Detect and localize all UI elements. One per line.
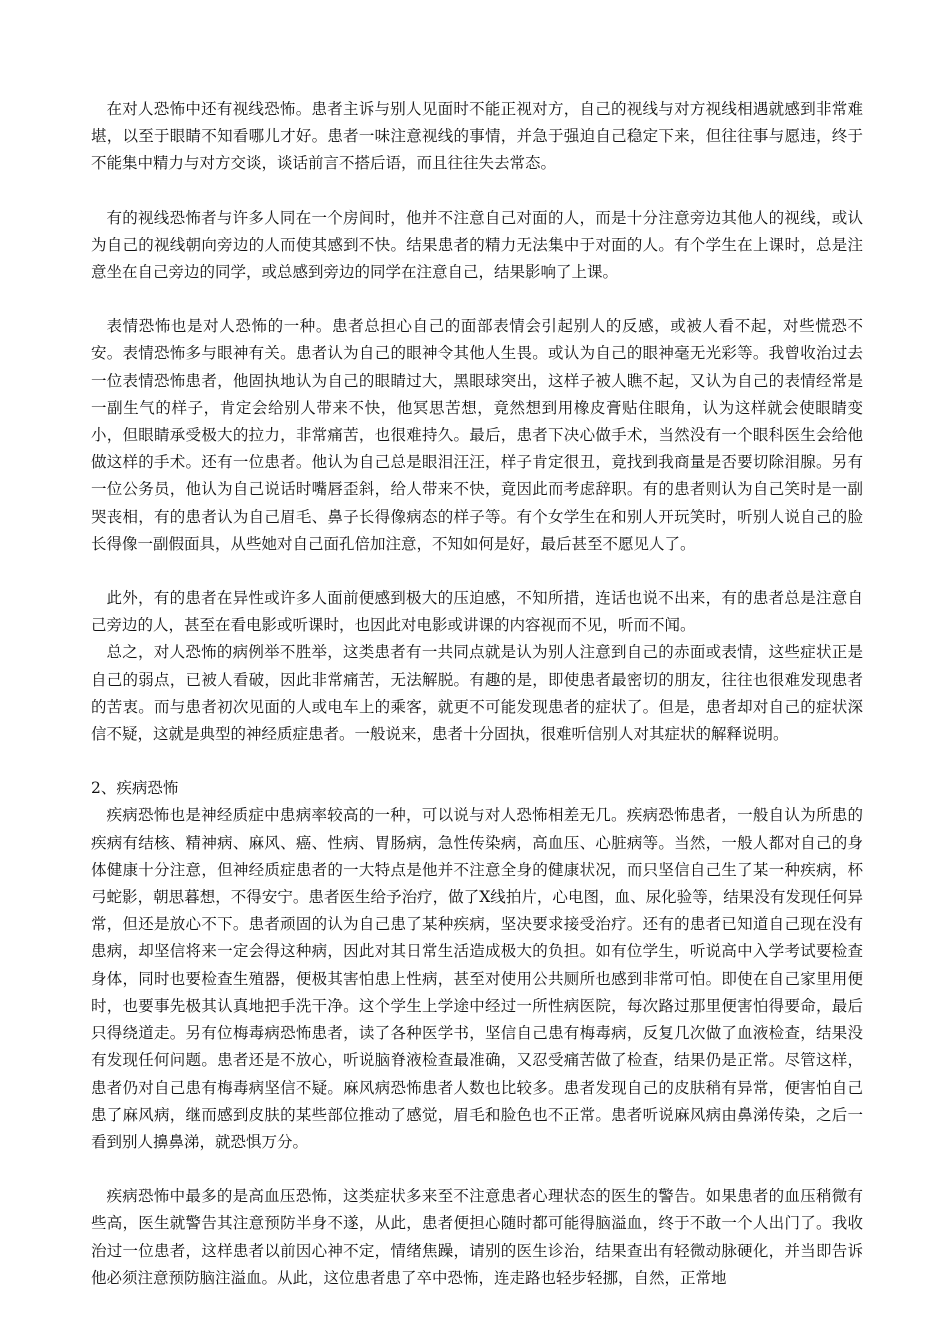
document-body xyxy=(91,96,863,1292)
paragraph-summary: 总之，对人恐怖的病例举不胜举，这类患者有一共同点就是认为别人注意到自己的赤面或表情，这些症状正是自己的弱点，已被人看破，因此非常痛苦，无法解脱。有趣的是，即使患者最密切的朋友，往往也很难发现患者的苦衷。而与患者初次见面的人或电车上的乘客，就更不可能发现患者的症状了。但是，患者却对自己的症状深信不疑，这就是典型的神经质症患者。一般说来，患者十分固执，很难听信别人对其症状的解释说明。 xyxy=(91,643,863,744)
paragraph-spacer xyxy=(91,748,863,775)
paragraph-expression-phobia: 表情恐怖也是对人恐怖的一种。患者总担心自己的面部表情会引起别人的反感，或被人看不起，对些慌恐不安。表情恐怖多与眼神有关。患者认为自己的眼神令其他人生畏。或认为自己的眼神毫无光彩等。我曾收治过去一位表情恐怖患者，他固执地认为自己的眼睛过大，黑眼球突出，这样子被人瞧不起，又认为自己的表情经常是一副生气的样子，肯定会给别人带来不快，他冥思苦想，竟然想到用橡皮膏贴住眼角，认为这样就会使眼睛变小，但眼睛承受极大的拉力，非常痛苦，也很难持久。最后，患者下决心做手术，当然没有一个眼科医生会给他做这样的手术。还有一位患者。他认为自己总是眼泪汪汪，样子肯定很丑，竟找到我商量是否要切除泪腺。另有一位公务员，他认为自己说话时嘴唇歪斜，给人带来不快，竟因此而考虑辞职。有的患者则认为自己笑时是一副哭丧相，有的患者认为自己眉毛、鼻子长得像病态的样子等。有个女学生在和别人开玩笑时，听别人说自己的脸长得像一副假面具，从些她对自己面孔倍加注意，不知如何是好，最后甚至不愿见人了。 xyxy=(91,317,863,553)
paragraph-gaze-phobia: 在对人恐怖中还有视线恐怖。患者主诉与别人见面时不能正视对方，自己的视线与对方视线相遇就感到非常难堪，以至于眼睛不知看哪儿才好。患者一味注意视线的事情，并急于强迫自己稳定下来，但往往事与愿违，终于不能集中精力与对方交谈，谈话前言不搭后语，而且往往失去常态。 xyxy=(91,100,863,173)
paragraph-hypertension-phobia: 疾病恐怖中最多的是高血压恐怖，这类症状多来至不注意患者心理状态的医生的警告。如果患者的血压稍微有些高，医生就警告其注意预防半身不遂，从此，患者便担心随时都可能得脑溢血，终于不敢一个人出门了。我收治过一位患者，这样患者以前因心神不定，情绪焦躁，请别的医生诊治，结果查出有轻微动脉硬化，并当即告诉他必须注意预防脑注溢血。从此，这位患者患了卒中恐怖，连走路也轻步轻挪，自然，正常地 xyxy=(91,1187,863,1287)
paragraph-opposite-sex-pressure: 此外，有的患者在异性或许多人面前便感到极大的压迫感，不知所措，连话也说不出来，有的患者总是注意自己旁边的人，甚至在看电影或听课时，也因此对电影或讲课的内容视而不见，听而不闻。 xyxy=(91,589,863,635)
paragraph-spacer xyxy=(91,558,863,585)
paragraph-spacer xyxy=(91,286,863,313)
paragraph-spacer xyxy=(91,1156,863,1183)
paragraph-spacer xyxy=(91,178,863,205)
section-heading-disease-phobia: 2、疾病恐怖 xyxy=(91,779,179,798)
paragraph-disease-phobia: 疾病恐怖也是神经质症中患病率较高的一种，可以说与对人恐怖相差无几。疾病恐怖患者，一般自认为所患的疾病有结核、精神病、麻风、癌、性病、胃肠病，急性传染病，高血压、心脏病等。当然，一般人都对自己的身体健康十分注意，但神经质症患者的一大特点是他并不注意全身的健康状况，而只坚信自己生了某一种疾病，杯弓蛇影，朝思暮想，不得安宁。患者医生给予治疗，做了X线拍片，心电图，血、尿化验等，结果没有发现任何异常，但还是放心不下。患者顽固的认为自己患了某种疾病，坚决要求接受治疗。还有的患者已知道自己现在没有患病，却坚信将来一定会得这种病，因此对其日常生活造成极大的负担。如有位学生，听说高中入学考试要检查身体，同时也要检查生殖器，便极其害怕患上性病，甚至对使用公共厕所也感到非常可怕。即使在自己家里用便时，也要事先极其认真地把手洗干净。这个学生上学途中经过一所性病医院，每次路过那里便害怕得要命，最后只得绕道走。另有位梅毒病恐怖患者，读了各种医学书，坚信自己患有梅毒病，反复几次做了血液检查，结果没有发现任何问题。患者还是不放心，听说脑脊液检查最准确，又忍受痛苦做了检查，结果仍是正常。尽管这样，患者仍对自己患有梅毒病坚信不疑。麻风病恐怖患者人数也比较多。患者发现自己的皮肤稍有异常，便害怕自己患了麻风病，继而感到皮肤的某些部位推动了感觉，眉毛和脸色也不正常。患者听说麻风病由鼻涕传染，之后一看到别人擤鼻涕，就恐惧万分。 xyxy=(91,806,863,1151)
paragraph-gaze-phobia-others: 有的视线恐怖者与许多人同在一个房间时，他并不注意自己对面的人，而是十分注意旁边其他人的视线，或认为自己的视线朝向旁边的人而使其感到不快。结果患者的精力无法集中于对面的人。有个学生在上课时，总是注意坐在自己旁边的同学，或总感到旁边的同学在注意自己，结果影响了上课。 xyxy=(91,208,863,282)
